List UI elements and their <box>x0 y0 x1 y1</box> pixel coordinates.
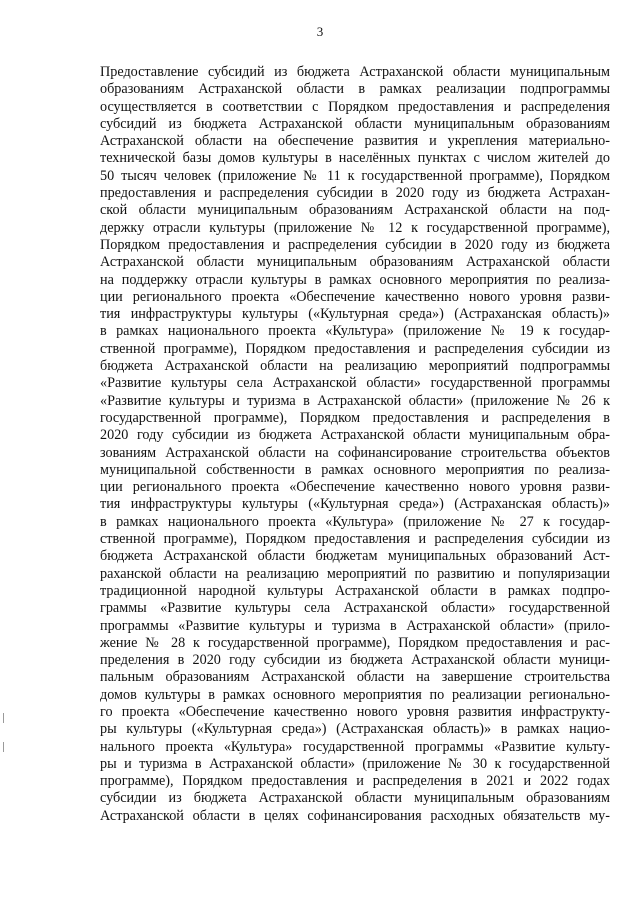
text-line: граммы «Развитие культуры села Астраханской области» государственной <box>100 600 610 617</box>
body-paragraph <box>100 64 610 825</box>
text-line: «Развитие культуры села Астраханской области» государственной программы <box>100 375 610 392</box>
text-line: пределения в 2020 году субсидии из бюджета Астраханской области муници- <box>100 652 610 669</box>
text-line: Астраханской области на обеспечение развития и укрепления материально- <box>100 133 610 150</box>
text-line: ры и туризма в Астраханской области» (приложение № 30 к государственной <box>100 755 610 772</box>
text-line: осуществляется в соответствии с Порядком предоставления и распределения <box>100 98 610 115</box>
text-line: образованиям Астраханской области в рамках реализации подпрограммы <box>100 81 610 98</box>
text-line: субсидии из бюджета Астраханской области муниципальным образованиям <box>100 790 610 807</box>
text-line: ры культуры («Культурная среда») (Астраханская область)» в рамках нацио- <box>100 721 610 738</box>
text-line: государственной программе), Порядком предоставления и распределения в <box>100 409 610 426</box>
text-line: в рамках национального проекта «Культура» (приложение № 27 к государ- <box>100 513 610 530</box>
text-line: программы «Развитие культуры и туризма в Астраханской области» (прило- <box>100 617 610 634</box>
text-line: 50 тысяч человек (приложение № 11 к государственной программе), Порядком <box>100 167 610 184</box>
text-line: раханской области на реализацию мероприятий по развитию и популяризации <box>100 565 610 582</box>
text-line: предоставления и распределения субсидии в 2020 году из бюджета Астрахан- <box>100 185 610 202</box>
text-line: на поддержку отрасли культуры в рамках основного мероприятия по реализа- <box>100 271 610 288</box>
text-line: пальным образованиям Астраханской области на завершение строительства <box>100 669 610 686</box>
text-line: Предоставление субсидий из бюджета Астраханской области муниципальным <box>100 64 610 80</box>
text-line: тия инфраструктуры культуры («Культурная среда») (Астраханская область)» <box>100 306 610 323</box>
text-line: жение № 28 к государственной программе), Порядком предоставления и рас- <box>100 634 610 651</box>
text-line: ственной программе), Порядком предоставления и распределения субсидии из <box>100 340 610 357</box>
text-line: нального проекта «Культура» государственной программы «Развитие культу- <box>100 738 610 755</box>
text-line: в рамках национального проекта «Культура» (приложение № 19 к государ- <box>100 323 610 340</box>
margin-scan-mark <box>3 713 4 723</box>
text-line: го проекта «Обеспечение качественно нового уровня развития инфраструкту- <box>100 703 610 720</box>
text-line: Астраханской области в целях софинансирования расходных обязательств му- <box>100 807 610 824</box>
text-line: технической базы домов культуры в населённых пунктах с числом жителей до <box>100 150 610 167</box>
text-line: традиционной народной культуры Астраханской области в рамках подпро- <box>100 582 610 599</box>
text-line: ской области муниципальным образованиям Астраханской области на под- <box>100 202 610 219</box>
text-line: бюджета Астраханской области бюджетам муниципальных образований Аст- <box>100 548 610 565</box>
text-line: зованиям Астраханской области на софинансирование строительства объектов <box>100 444 610 461</box>
text-line: ции регионального проекта «Обеспечение качественно нового уровня разви- <box>100 288 610 305</box>
text-line: ственной программе), Порядком предоставления и распределения субсидии из <box>100 531 610 548</box>
text-line: бюджета Астраханской области на реализацию мероприятий подпрограммы <box>100 358 610 375</box>
text-line: держку отрасли культуры (приложение № 12 к государственной программе), <box>100 219 610 236</box>
page-number: 3 <box>316 24 324 39</box>
text-line: «Развитие культуры и туризма в Астраханской области» (приложение № 26 к <box>100 392 610 409</box>
text-line: тия инфраструктуры культуры («Культурная среда») (Астраханская область)» <box>100 496 610 513</box>
text-line: субсидий из бюджета Астраханской области муниципальным образованиям <box>100 115 610 132</box>
margin-scan-mark <box>3 742 4 752</box>
text-line: муниципальной собственности в рамках основного мероприятия по реализа- <box>100 461 610 478</box>
text-line: домов культуры в рамках основного мероприятия по реализации регионально- <box>100 686 610 703</box>
text-line: Порядком предоставления и распределения субсидии в 2020 году из бюджета <box>100 236 610 253</box>
text-line: ции регионального проекта «Обеспечение качественно нового уровня разви- <box>100 479 610 496</box>
text-line: 2020 году субсидии из бюджета Астраханской области муниципальным обра- <box>100 427 610 444</box>
text-line: Астраханской области муниципальным образованиям Астраханской области <box>100 254 610 271</box>
text-line: программе), Порядком предоставления и распределения в 2021 и 2022 годах <box>100 773 610 790</box>
